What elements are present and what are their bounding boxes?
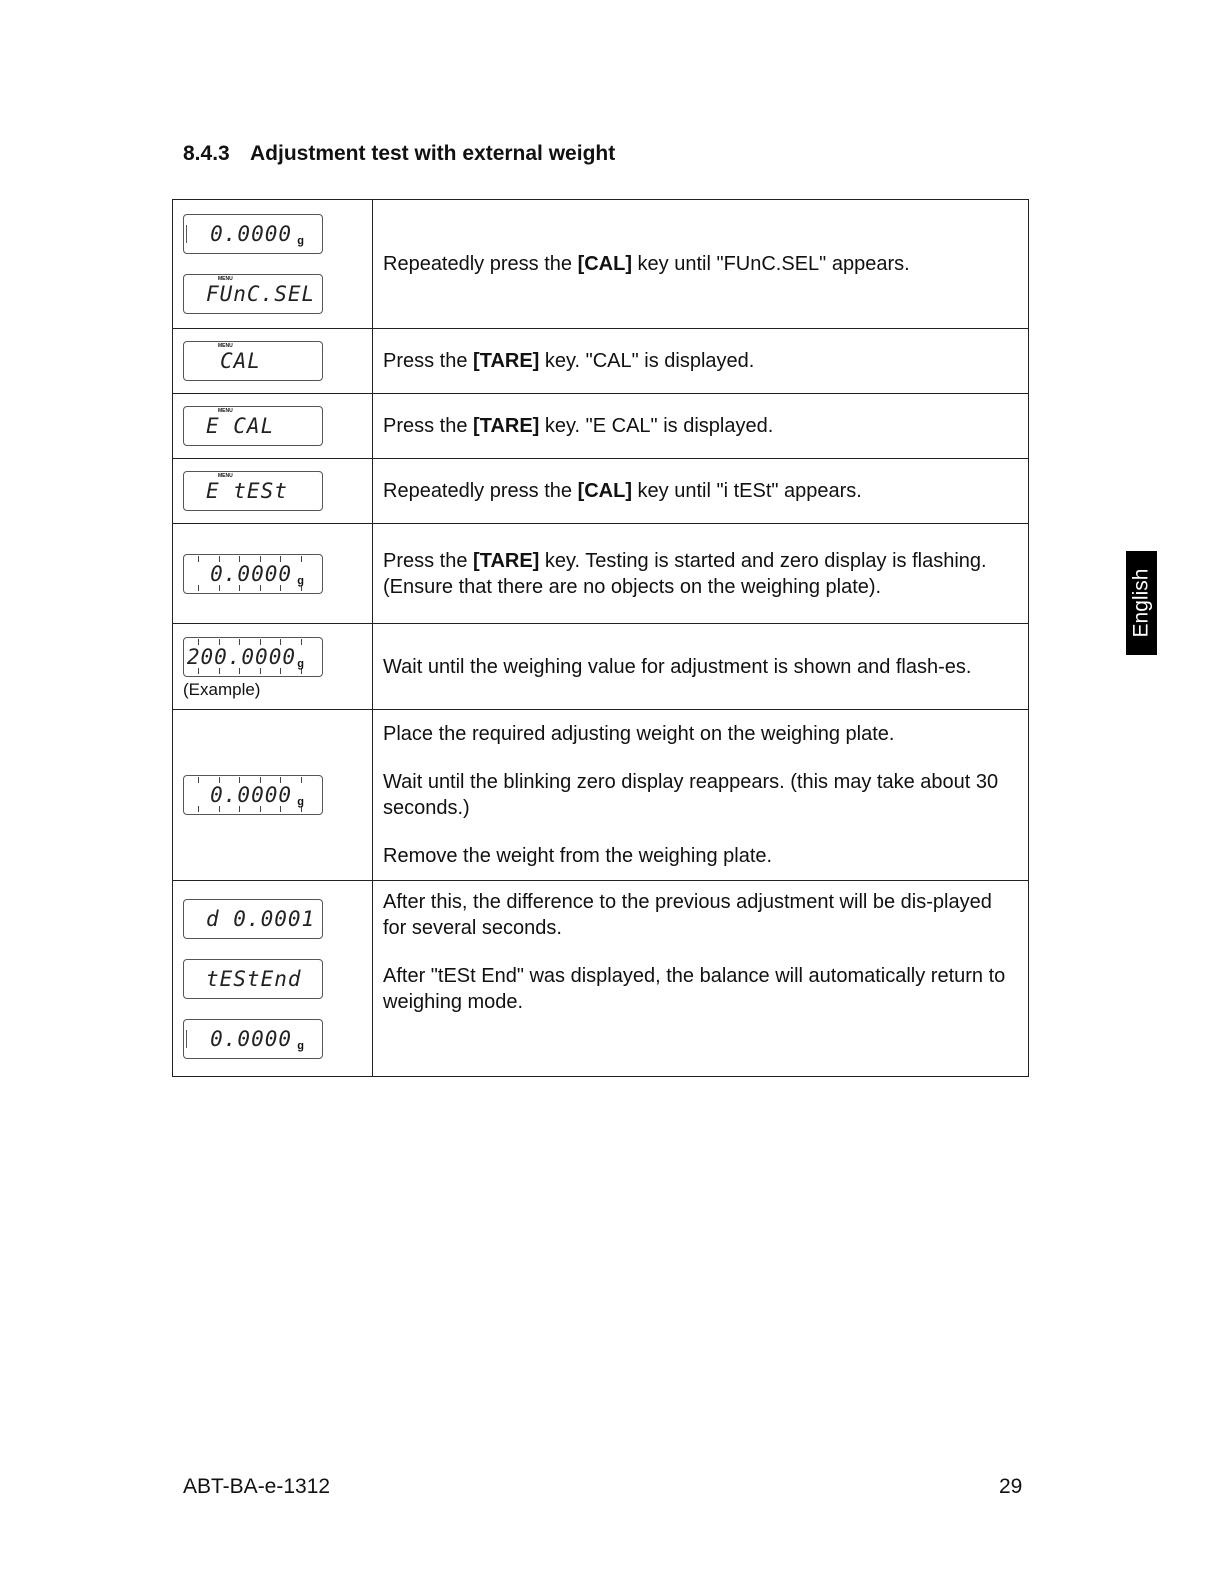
table-row	[173, 200, 1029, 329]
instruction-cell	[373, 394, 1029, 459]
display-cell	[173, 881, 373, 1077]
steps-table	[172, 199, 1029, 1077]
lcd-display: MENU E CAL	[183, 406, 323, 446]
instruction-text: Press the [TARE] key. Testing is started and zero display is flashing. (Ensure that there are no objects on the weighing plate).	[383, 549, 987, 598]
display-cell	[173, 524, 373, 624]
lcd-display: MENU CAL	[183, 341, 323, 381]
lcd-display: d 0.0001	[183, 899, 323, 939]
lcd-display: MENU E tESt	[183, 471, 323, 511]
table-row	[173, 524, 1029, 624]
instruction-cell	[373, 881, 1029, 1077]
instruction-text: Wait until the weighing value for adjustment is shown and flash-es.	[383, 655, 972, 678]
lcd-display: 0.0000 g	[183, 1019, 323, 1059]
instruction-text: After this, the difference to the previous adjustment will be dis-played for several seconds.	[383, 891, 992, 939]
instruction-cell	[373, 459, 1029, 524]
table-row	[173, 624, 1029, 710]
instruction-cell	[373, 624, 1029, 710]
instruction-text: Wait until the blinking zero display reappears. (this may take about 30 seconds.)	[383, 771, 999, 819]
document-id: ABT-BA-e-1312	[183, 1475, 331, 1498]
instruction-text: Remove the weight from the weighing plate.	[383, 845, 773, 867]
instruction-cell	[373, 710, 1029, 881]
table-row	[173, 459, 1029, 524]
lcd-display: 0.0000 g	[183, 214, 323, 254]
instruction-text: Press the [TARE] key. "E CAL" is displayed.	[383, 415, 774, 437]
section-number: 8.4.3	[183, 142, 230, 165]
display-cell	[173, 329, 373, 394]
instruction-text: After "tESt End" was displayed, the balance will automatically return to weighing mode.	[383, 965, 1006, 1013]
lcd-display: 0.0000 g	[183, 554, 323, 594]
language-tab: English	[1126, 551, 1157, 655]
page-number: 29	[999, 1475, 1023, 1498]
lcd-display: MENU FUnC.SEL	[183, 274, 323, 314]
lcd-display: 200.0000 g	[183, 637, 323, 677]
example-caption: (Example)	[183, 679, 261, 699]
display-cell	[173, 200, 373, 329]
section-title: Adjustment test with external weight	[250, 142, 616, 165]
table-row	[173, 710, 1029, 881]
lcd-display: 0.0000 g	[183, 775, 323, 815]
instruction-cell	[373, 524, 1029, 624]
instruction-cell	[373, 329, 1029, 394]
instruction-text: Place the required adjusting weight on the weighing plate.	[383, 723, 895, 745]
table-row	[173, 881, 1029, 1077]
instruction-text: Repeatedly press the [CAL] key until "i tESt" appears.	[383, 480, 862, 502]
table-row	[173, 329, 1029, 394]
lcd-display: tEStEnd	[183, 959, 323, 999]
section-heading	[183, 142, 615, 166]
display-cell	[173, 710, 373, 881]
instruction-cell	[373, 200, 1029, 329]
display-cell	[173, 459, 373, 524]
instruction-text: Repeatedly press the [CAL] key until "FUnC.SEL" appears.	[383, 253, 910, 275]
display-cell	[173, 394, 373, 459]
table-row	[173, 394, 1029, 459]
display-cell	[173, 624, 373, 710]
instruction-text: Press the [TARE] key. "CAL" is displayed.	[383, 350, 755, 372]
